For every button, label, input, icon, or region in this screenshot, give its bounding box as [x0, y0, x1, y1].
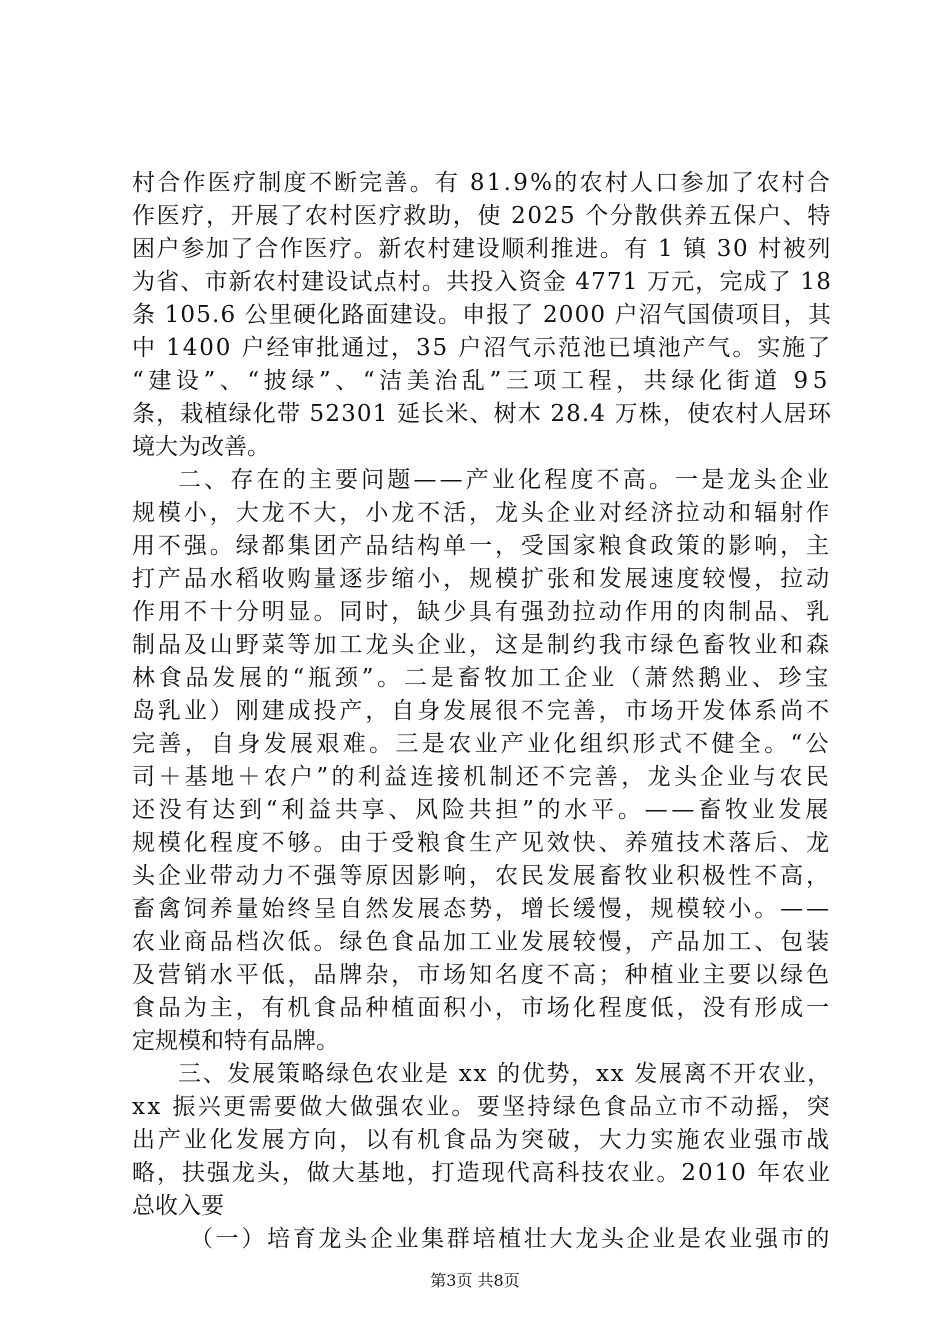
subsection-heading-line: （一）培育龙头企业集群培植壮大龙头企业是农业强市的	[190, 1226, 832, 1252]
paragraph-line: 林食品发展的“瓶颈”。二是畜牧加工企业（萧然鹅业、珍宝	[132, 665, 832, 691]
paragraph-line: xx 振兴更需要做大做强农业。要坚持绿色食品立市不动摇，突	[132, 1094, 832, 1120]
paragraph-line: 作用不十分明显。同时，缺少具有强劲拉动作用的肉制品、乳	[132, 599, 832, 625]
paragraph-line: 及营销水平低，品牌杂，市场知名度不高；种植业主要以绿色	[132, 962, 832, 988]
paragraph-line: 作医疗，开展了农村医疗救助，使 2025 个分散供养五保户、特	[132, 203, 832, 229]
paragraph-line: 中 1400 户经审批通过，35 户沼气示范池已填池产气。实施了	[132, 335, 832, 361]
paragraph-line: 畜禽饲养量始终呈自然发展态势，增长缓慢，规模较小。——	[132, 896, 832, 922]
paragraph-line: 定规模和特有品牌。	[132, 1028, 339, 1054]
paragraph-line: 略，扶强龙头，做大基地，打造现代高科技农业。2010 年农业	[132, 1160, 832, 1186]
paragraph-line: 农业商品档次低。绿色食品加工业发展较慢，产品加工、包装	[132, 929, 832, 955]
paragraph-line: 条 105.6 公里硬化路面建设。申报了 2000 户沼气国债项目，其	[132, 302, 832, 328]
paragraph-line: 食品为主，有机食品种植面积小，市场化程度低，没有形成一	[132, 995, 832, 1021]
paragraph-line: 司＋基地＋农户”的利益连接机制还不完善，龙头企业与农民	[132, 764, 832, 790]
paragraph-line: 为省、市新农村建设试点村。共投入资金 4771 万元，完成了 18	[132, 269, 832, 295]
section-heading-line: 三、发展策略绿色农业是 xx 的优势，xx 发展离不开农业，	[178, 1061, 832, 1087]
paragraph-line: 总收入要	[132, 1193, 224, 1219]
paragraph-line: 村合作医疗制度不断完善。有 81.9%的农村人口参加了农村合	[132, 170, 832, 196]
section-heading-line: 二、存在的主要问题——产业化程度不高。一是龙头企业	[178, 467, 832, 493]
paragraph-line: “建设”、“披绿”、“洁美治乱”三项工程，共绿化街道 95	[132, 368, 832, 394]
paragraph-line: 出产业化发展方向，以有机食品为突破，大力实施农业强市战	[132, 1127, 832, 1153]
paragraph-line: 岛乳业）刚建成投产，自身发展很不完善，市场开发体系尚不	[132, 698, 832, 724]
paragraph-line: 困户参加了合作医疗。新农村建设顺利推进。有 1 镇 30 村被列	[132, 236, 832, 262]
paragraph-line: 境大为改善。	[132, 434, 270, 460]
paragraph-line: 头企业带动力不强等原因影响，农民发展畜牧业积极性不高，	[132, 863, 832, 889]
paragraph-line: 规模化程度不够。由于受粮食生产见效快、养殖技术落后、龙	[132, 830, 832, 856]
paragraph-line: 条，栽植绿化带 52301 延长米、树木 28.4 万株，使农村人居环	[132, 401, 832, 427]
paragraph-line: 用不强。绿都集团产品结构单一，受国家粮食政策的影响，主	[132, 533, 832, 559]
paragraph-line: 制品及山野菜等加工龙头企业，这是制约我市绿色畜牧业和森	[132, 632, 832, 658]
paragraph-line: 打产品水稻收购量逐步缩小，规模扩张和发展速度较慢，拉动	[132, 566, 832, 592]
paragraph-line: 规模小，大龙不大，小龙不活，龙头企业对经济拉动和辐射作	[132, 500, 832, 526]
page-footer: 第3页 共8页	[430, 1271, 520, 1290]
paragraph-line: 还没有达到“利益共享、风险共担”的水平。——畜牧业发展	[132, 797, 832, 823]
paragraph-line: 完善，自身发展艰难。三是农业产业化组织形式不健全。“公	[132, 731, 832, 757]
